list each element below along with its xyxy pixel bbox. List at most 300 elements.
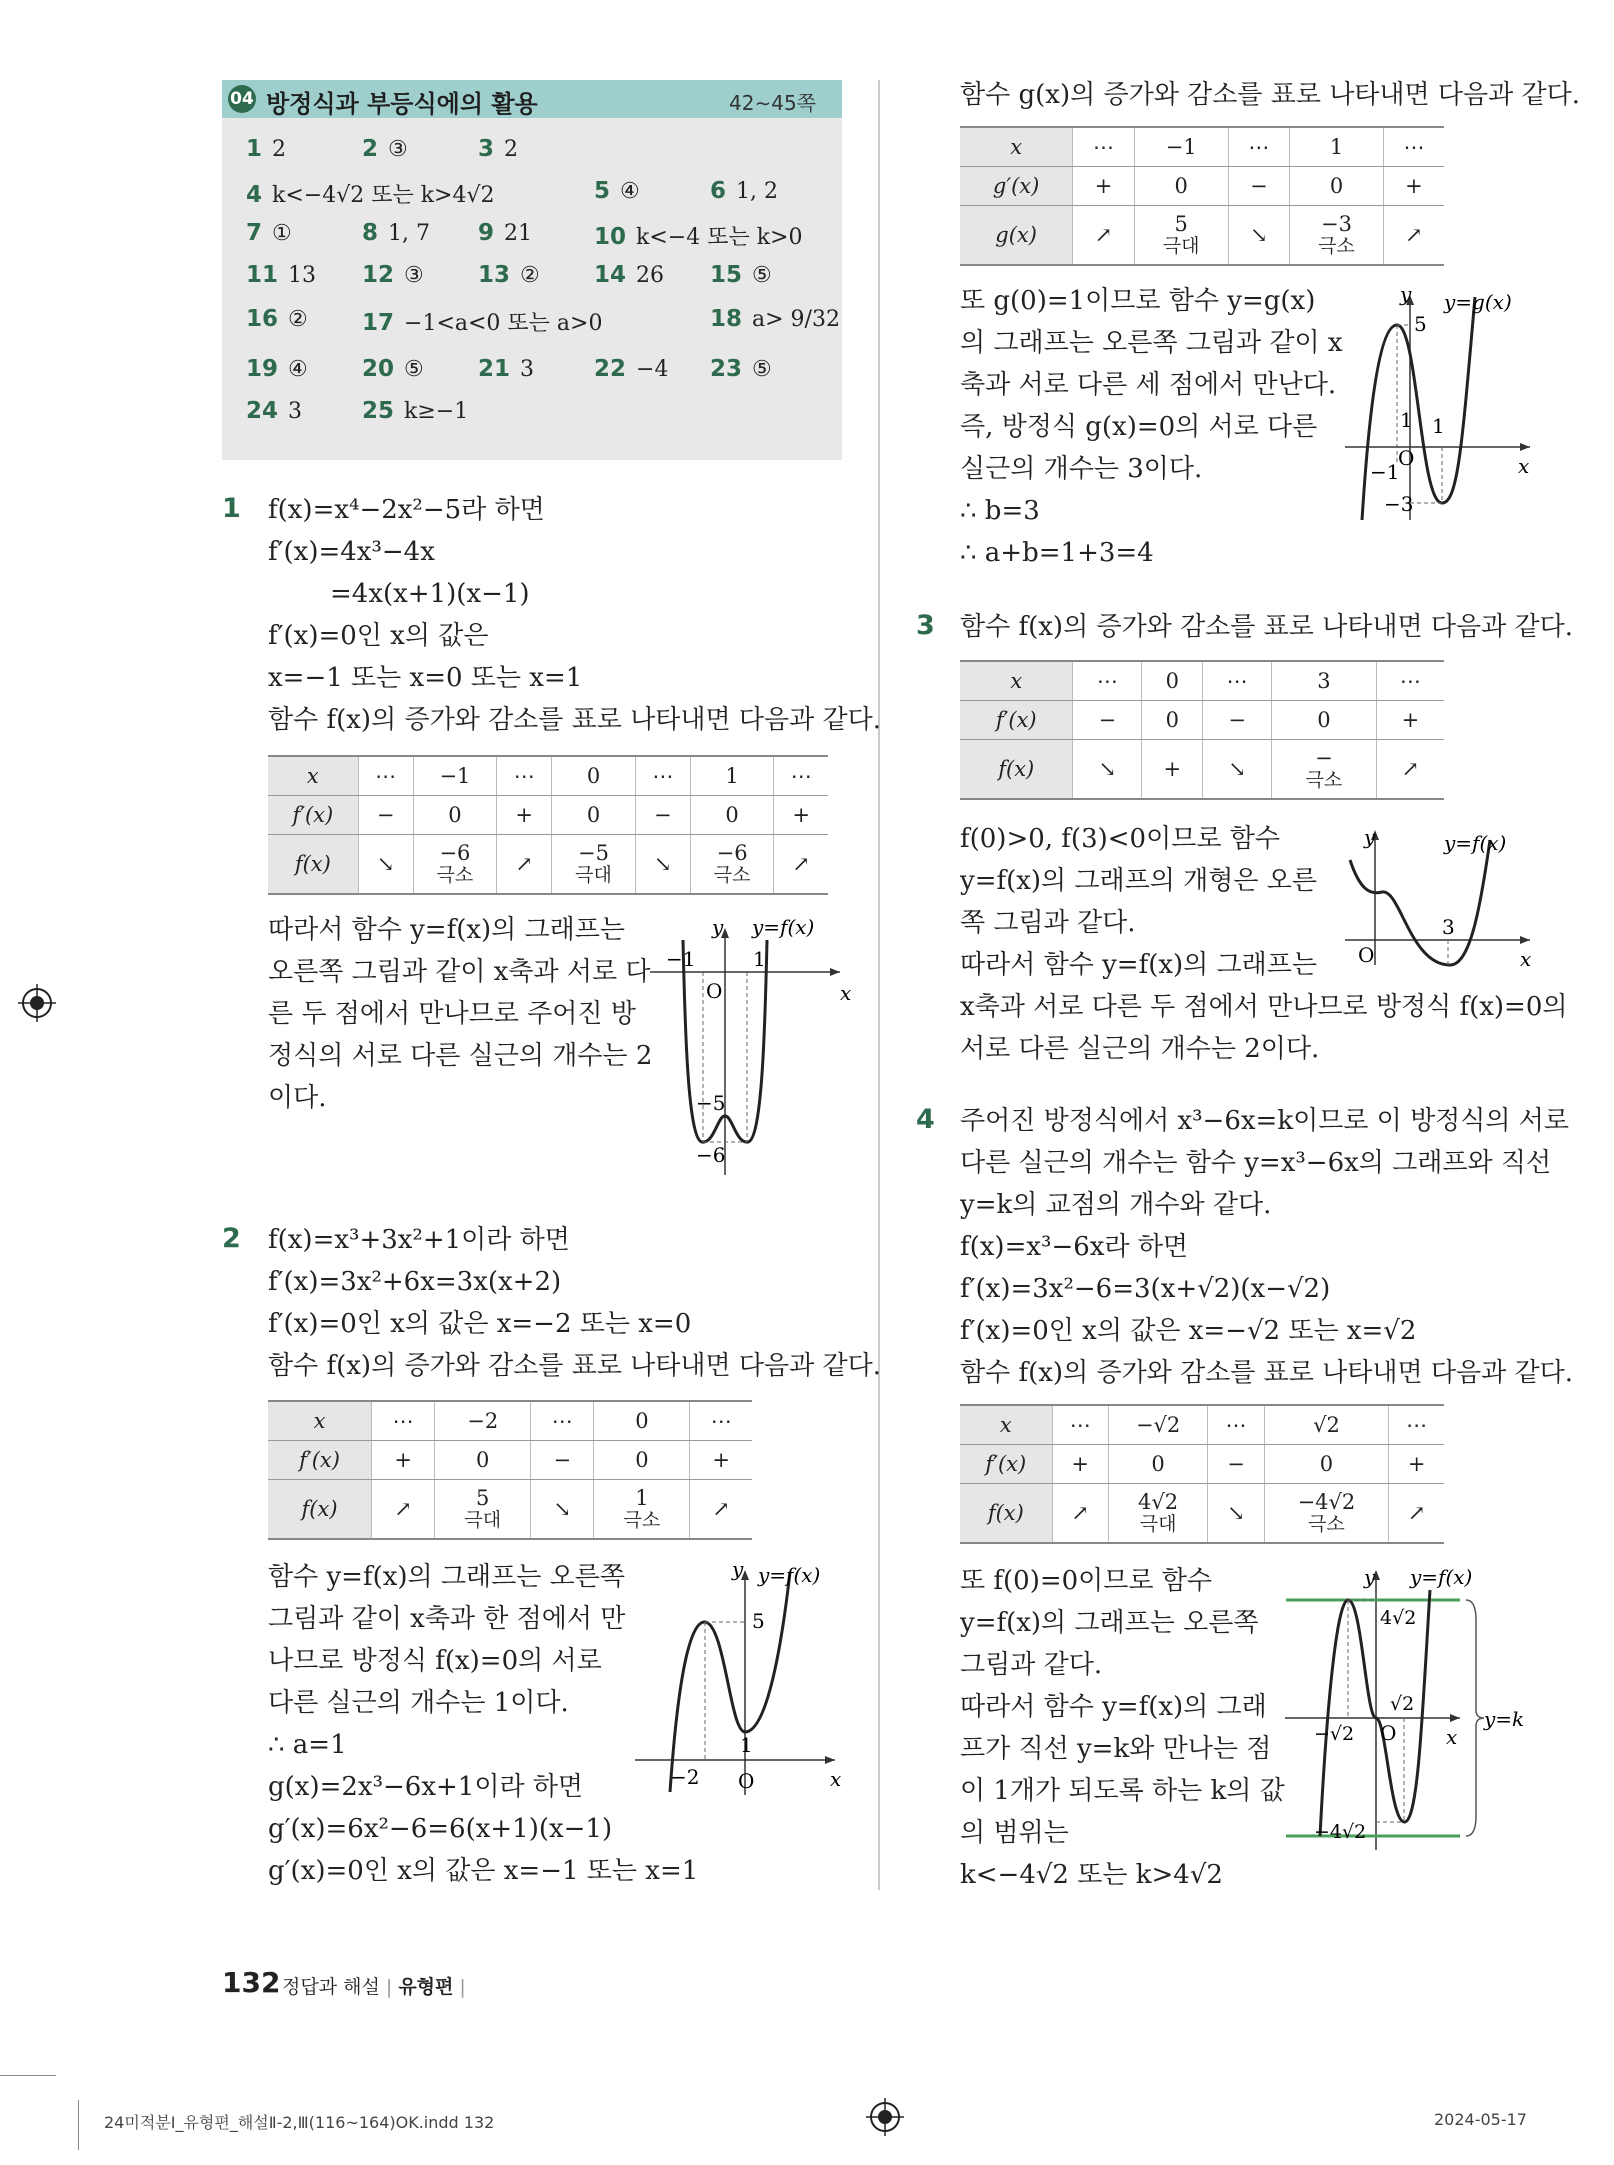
function-label: y=f(x) bbox=[1444, 831, 1507, 855]
text-line: f′(x)=3x²+6x=3x(x+2) bbox=[268, 1267, 562, 1297]
row-header: x bbox=[268, 1401, 372, 1441]
answer-item bbox=[594, 178, 640, 204]
answer-item bbox=[594, 262, 664, 288]
answer-item bbox=[594, 220, 802, 251]
table-cell: 3 bbox=[1272, 661, 1377, 701]
row-header: f′(x) bbox=[960, 701, 1073, 740]
table-cell: ⋯ bbox=[1203, 661, 1272, 701]
table-row bbox=[960, 127, 1444, 167]
answer-value: 1, 2 bbox=[736, 179, 778, 204]
graph-sol4 bbox=[1280, 1560, 1530, 1860]
table-cell: ↘ bbox=[1208, 1484, 1264, 1544]
answer-number: 19 bbox=[246, 356, 279, 382]
text-line: y=f(x)의 그래프는 오른쪽 bbox=[960, 1608, 1259, 1638]
text-line: f(x)=x⁴−2x²−5라 하면 bbox=[268, 495, 545, 525]
tick-label: −√2 bbox=[1314, 1723, 1355, 1745]
axis-y-label: y bbox=[732, 1560, 744, 1581]
table-cell: − 극소 bbox=[1272, 740, 1377, 800]
table-cell: ⋯ bbox=[1376, 661, 1444, 701]
row-header: f′(x) bbox=[960, 1445, 1052, 1484]
answer-value: k<−4√2 또는 k>4√2 bbox=[272, 183, 495, 208]
answer-number: 16 bbox=[246, 306, 279, 332]
table-cell: ⋯ bbox=[1389, 1405, 1444, 1445]
answer-item bbox=[710, 178, 778, 204]
answer-value: 1, 7 bbox=[388, 221, 430, 246]
row-header: f(x) bbox=[960, 1484, 1052, 1544]
footer-section: 유형편 bbox=[398, 1976, 454, 1998]
text-line: g′(x)=6x²−6=6(x+1)(x−1) bbox=[268, 1814, 613, 1844]
answer-value: ⑤ bbox=[404, 357, 424, 382]
text-line: 따라서 함수 y=f(x)의 그래프는 bbox=[960, 950, 1318, 980]
answer-number: 25 bbox=[362, 398, 395, 424]
answer-value: 2 bbox=[504, 137, 519, 162]
table-cell: ⋯ bbox=[1073, 127, 1135, 167]
table-cell: 0 bbox=[594, 1441, 690, 1480]
table-cell: ↗ bbox=[497, 835, 552, 895]
answer-value: k≥−1 bbox=[404, 399, 469, 424]
table-cell: 4√2 극대 bbox=[1108, 1484, 1208, 1544]
table-row bbox=[960, 206, 1444, 266]
answer-item bbox=[478, 262, 540, 288]
answer-item bbox=[246, 178, 495, 209]
graph-sol3 bbox=[1340, 820, 1540, 970]
file-info: 24미적분Ⅰ_유형편_해설Ⅱ-2,Ⅲ(116~164)OK.indd 132 bbox=[104, 2113, 495, 2132]
page-number: 132 bbox=[222, 1966, 281, 1999]
table-row bbox=[960, 661, 1444, 701]
table-cell: 0 bbox=[1264, 1445, 1389, 1484]
text-line: 함수 f(x)의 증가와 감소를 표로 나타내면 다음과 같다. bbox=[960, 612, 1574, 642]
row-header: x bbox=[268, 756, 358, 796]
table-row bbox=[268, 1441, 752, 1480]
text-line: ∴ b=3 bbox=[960, 496, 1040, 526]
table-row bbox=[960, 1484, 1444, 1544]
row-header: g(x) bbox=[960, 206, 1073, 266]
answer-value: ③ bbox=[388, 137, 408, 162]
table-cell: 0 bbox=[690, 796, 774, 835]
table-cell: ⋯ bbox=[358, 756, 413, 796]
answer-number: 4 bbox=[246, 182, 263, 208]
origin-label: O bbox=[706, 979, 723, 1003]
table-cell: 0 bbox=[413, 796, 497, 835]
tick-label: −6 bbox=[696, 1143, 726, 1167]
table-row bbox=[960, 1445, 1444, 1484]
footer-doc-label: 정답과 해설 bbox=[282, 1976, 380, 1998]
page-range: 42∼45쪽 bbox=[729, 91, 816, 115]
answer-number: 8 bbox=[362, 220, 379, 246]
row-header: x bbox=[960, 661, 1073, 701]
answer-item bbox=[246, 356, 308, 382]
table-cell: − bbox=[1228, 167, 1290, 206]
answer-number: 2 bbox=[362, 136, 379, 162]
table-row bbox=[960, 740, 1444, 800]
axis-y-label: y bbox=[1364, 825, 1376, 849]
table-cell: + bbox=[1142, 740, 1203, 800]
text-line: f′(x)=0인 x의 값은 bbox=[268, 621, 489, 651]
table-cell: 0 bbox=[1108, 1445, 1208, 1484]
answer-number: 7 bbox=[246, 220, 263, 246]
table-cell: −1 bbox=[1134, 127, 1228, 167]
text-line: y=f(x)의 그래프의 개형은 오른 bbox=[960, 866, 1318, 896]
text-line: 의 범위는 bbox=[960, 1818, 1069, 1848]
text-line: f′(x)=0인 x의 값은 x=−2 또는 x=0 bbox=[268, 1309, 692, 1339]
text-line: f(x)=x³−6x라 하면 bbox=[960, 1232, 1189, 1262]
text-line: 이 1개가 되도록 하는 k의 값 bbox=[960, 1776, 1285, 1806]
text-line: 또 g(0)=1이므로 함수 y=g(x) bbox=[960, 286, 1316, 316]
text-line: f(0)>0, f(3)<0이므로 함수 bbox=[960, 824, 1280, 854]
answer-value: −4 bbox=[636, 357, 669, 382]
table-cell: ↗ bbox=[774, 835, 828, 895]
table-row bbox=[268, 1480, 752, 1540]
table-cell: ⋯ bbox=[372, 1401, 435, 1441]
axis-x-label: x bbox=[830, 1767, 842, 1791]
text-line: 정식의 서로 다른 실근의 개수는 2 bbox=[268, 1041, 653, 1071]
row-header: f(x) bbox=[268, 1480, 372, 1540]
axis-y-label: y bbox=[1364, 1565, 1376, 1589]
tick-label: 1 bbox=[1432, 414, 1445, 438]
answer-number: 23 bbox=[710, 356, 743, 382]
answer-number: 13 bbox=[478, 262, 511, 288]
axis-x-label: x bbox=[840, 981, 852, 1005]
answer-item bbox=[710, 356, 772, 382]
section-badge: 04 bbox=[228, 85, 256, 113]
text-line: 함수 f(x)의 증가와 감소를 표로 나타내면 다음과 같다. bbox=[268, 1351, 882, 1381]
graph-cubic-g bbox=[1340, 285, 1540, 525]
text-line: 축과 서로 다른 세 점에서 만난다. bbox=[960, 370, 1337, 400]
answer-value: 2 bbox=[272, 137, 287, 162]
table-cell: + bbox=[1383, 167, 1444, 206]
answer-value: 21 bbox=[504, 221, 533, 246]
answer-value: k<−4 또는 k>0 bbox=[636, 225, 803, 250]
table-cell: −2 bbox=[435, 1401, 531, 1441]
row-header: g′(x) bbox=[960, 167, 1073, 206]
tick-label: 5 bbox=[1414, 312, 1427, 336]
text-line: 이다. bbox=[268, 1083, 327, 1113]
answer-item bbox=[362, 220, 430, 246]
table-row bbox=[960, 701, 1444, 740]
table-cell: + bbox=[372, 1441, 435, 1480]
answer-value: ① bbox=[272, 221, 292, 246]
answer-value: 13 bbox=[288, 263, 317, 288]
text-line: x축과 서로 다른 두 점에서 만나므로 방정식 f(x)=0의 bbox=[960, 992, 1568, 1022]
answer-item bbox=[594, 356, 668, 382]
answer-value: ⑤ bbox=[752, 357, 772, 382]
table-cell: ⋯ bbox=[1052, 1405, 1108, 1445]
answer-item bbox=[246, 262, 316, 288]
answer-value: ③ bbox=[404, 263, 424, 288]
text-line: y=k의 교점의 개수와 같다. bbox=[960, 1190, 1272, 1220]
text-line: 른 두 점에서 만나므로 주어진 방 bbox=[268, 999, 636, 1029]
answer-number: 17 bbox=[362, 310, 395, 336]
function-label: y=f(x) bbox=[758, 1563, 821, 1587]
table-cell: ↘ bbox=[358, 835, 413, 895]
answer-number: 9 bbox=[478, 220, 495, 246]
answer-item bbox=[478, 220, 532, 246]
answer-value: 3 bbox=[288, 399, 303, 424]
origin-label: O bbox=[1358, 943, 1375, 967]
answer-number: 21 bbox=[478, 356, 511, 382]
text-line: ∴ a=1 bbox=[268, 1730, 347, 1760]
table-cell: 5 극대 bbox=[1134, 206, 1228, 266]
text-line: 함수 f(x)의 증가와 감소를 표로 나타내면 다음과 같다. bbox=[960, 1358, 1574, 1388]
answer-item bbox=[246, 136, 286, 162]
crop-mark bbox=[78, 2100, 79, 2150]
print-date: 2024-05-17 bbox=[1434, 2110, 1527, 2129]
table-cell: 0 bbox=[552, 756, 636, 796]
variation-table bbox=[268, 1400, 752, 1540]
table-cell: 0 bbox=[1142, 701, 1203, 740]
axis-x-label: x bbox=[1518, 454, 1530, 478]
answer-value: a> 9/32 bbox=[752, 307, 840, 332]
answer-item bbox=[246, 306, 308, 332]
tick-label: −4√2 bbox=[1314, 1821, 1367, 1843]
variation-table bbox=[960, 126, 1444, 266]
origin-label: O bbox=[1398, 446, 1415, 470]
table-cell: −4√2 극소 bbox=[1264, 1484, 1389, 1544]
table-cell: −3 극소 bbox=[1290, 206, 1384, 266]
text-line: =4x(x+1)(x−1) bbox=[330, 579, 530, 609]
axis-x-label: x bbox=[1446, 1725, 1458, 1749]
answer-number: 22 bbox=[594, 356, 627, 382]
table-cell: 1 bbox=[1290, 127, 1384, 167]
text-line: 쪽 그림과 같다. bbox=[960, 908, 1136, 938]
table-cell: ⋯ bbox=[1208, 1405, 1264, 1445]
answer-value: ④ bbox=[620, 179, 640, 204]
graph-cubic-f bbox=[630, 1560, 850, 1800]
answer-number: 10 bbox=[594, 224, 627, 250]
table-cell: + bbox=[1376, 701, 1444, 740]
row-header: x bbox=[960, 127, 1073, 167]
text-line: g(x)=2x³−6x+1이라 하면 bbox=[268, 1772, 584, 1802]
row-header: f′(x) bbox=[268, 796, 358, 835]
table-cell: − bbox=[358, 796, 413, 835]
text-line: 즉, 방정식 g(x)=0의 서로 다른 bbox=[960, 412, 1318, 442]
variation-table bbox=[960, 1404, 1444, 1544]
solution-number: 2 bbox=[222, 1223, 241, 1254]
answer-item bbox=[362, 136, 408, 162]
column-divider bbox=[878, 80, 880, 1890]
text-line: 함수 y=f(x)의 그래프는 오른쪽 bbox=[268, 1562, 626, 1592]
answer-number: 12 bbox=[362, 262, 395, 288]
table-cell: ↗ bbox=[1052, 1484, 1108, 1544]
table-cell: − bbox=[1073, 701, 1142, 740]
table-cell: − bbox=[635, 796, 690, 835]
table-cell: ⋯ bbox=[774, 756, 828, 796]
table-cell: ⋯ bbox=[497, 756, 552, 796]
answer-item bbox=[478, 136, 518, 162]
table-cell: ⋯ bbox=[531, 1401, 594, 1441]
variation-table bbox=[960, 660, 1444, 800]
table-cell: + bbox=[1052, 1445, 1108, 1484]
table-cell: 1 극소 bbox=[594, 1480, 690, 1540]
text-line: k<−4√2 또는 k>4√2 bbox=[960, 1860, 1223, 1890]
graph-quartic bbox=[640, 910, 860, 1180]
text-line: 함수 f(x)의 증가와 감소를 표로 나타내면 다음과 같다. bbox=[268, 705, 882, 735]
tick-label: 1 bbox=[1400, 408, 1413, 432]
text-line: f′(x)=0인 x의 값은 x=−√2 또는 x=√2 bbox=[960, 1316, 1417, 1346]
table-row bbox=[268, 796, 828, 835]
table-cell: 0 bbox=[1142, 661, 1203, 701]
answer-item bbox=[710, 306, 840, 332]
table-cell: 0 bbox=[1134, 167, 1228, 206]
text-line: 따라서 함수 y=f(x)의 그래 bbox=[960, 1692, 1267, 1722]
table-cell: ↗ bbox=[1389, 1484, 1444, 1544]
answer-item bbox=[362, 398, 468, 424]
table-cell: ↗ bbox=[690, 1480, 752, 1540]
table-cell: − bbox=[531, 1441, 594, 1480]
axis-x-label: x bbox=[1520, 947, 1532, 970]
crop-mark bbox=[0, 2075, 56, 2076]
table-cell: −6 극소 bbox=[413, 835, 497, 895]
text-line: 나므로 방정식 f(x)=0의 서로 bbox=[268, 1646, 602, 1676]
answer-item bbox=[710, 262, 772, 288]
table-cell: ↘ bbox=[1228, 206, 1290, 266]
tick-label: −1 bbox=[666, 947, 696, 971]
text-line: g′(x)=0인 x의 값은 x=−1 또는 x=1 bbox=[268, 1856, 699, 1886]
table-row bbox=[268, 1401, 752, 1441]
table-cell: 0 bbox=[552, 796, 636, 835]
answer-number: 24 bbox=[246, 398, 279, 424]
table-cell: 0 bbox=[1272, 701, 1377, 740]
origin-label: O bbox=[1380, 1721, 1397, 1745]
text-line: 오른쪽 그림과 같이 x축과 서로 다 bbox=[268, 957, 651, 987]
answer-value: ② bbox=[520, 263, 540, 288]
text-line: 그림과 같다. bbox=[960, 1650, 1103, 1680]
answer-value: 3 bbox=[520, 357, 535, 382]
answer-value: −1<a<0 또는 a>0 bbox=[404, 311, 603, 336]
answer-number: 18 bbox=[710, 306, 743, 332]
row-header: x bbox=[960, 1405, 1052, 1445]
tick-label: −1 bbox=[1370, 460, 1400, 484]
answer-item bbox=[246, 398, 302, 424]
table-cell: − bbox=[1203, 701, 1272, 740]
text-line: 다른 실근의 개수는 1이다. bbox=[268, 1688, 569, 1718]
answer-number: 6 bbox=[710, 178, 727, 204]
axis-y-label: y bbox=[1400, 285, 1412, 306]
tick-label: 3 bbox=[1442, 915, 1455, 939]
table-cell: ↘ bbox=[1203, 740, 1272, 800]
table-cell: 0 bbox=[1290, 167, 1384, 206]
answer-value: ② bbox=[288, 307, 308, 332]
table-cell: − bbox=[1208, 1445, 1264, 1484]
row-header: f′(x) bbox=[268, 1441, 372, 1480]
table-cell: + bbox=[497, 796, 552, 835]
row-header: f(x) bbox=[960, 740, 1073, 800]
table-row bbox=[268, 756, 828, 796]
table-cell: ↗ bbox=[1073, 206, 1135, 266]
table-cell: ⋯ bbox=[635, 756, 690, 796]
text-line: f′(x)=3x²−6=3(x+√2)(x−√2) bbox=[960, 1274, 1331, 1304]
text-line: 주어진 방정식에서 x³−6x=k이므로 이 방정식의 서로 bbox=[960, 1106, 1570, 1136]
function-label: y=f(x) bbox=[1410, 1565, 1473, 1589]
answer-number: 3 bbox=[478, 136, 495, 162]
table-row bbox=[960, 1405, 1444, 1445]
table-cell: ↘ bbox=[1073, 740, 1142, 800]
text-line: 따라서 함수 y=f(x)의 그래프는 bbox=[268, 915, 626, 945]
answer-item bbox=[362, 306, 602, 337]
table-cell: 1 bbox=[690, 756, 774, 796]
tick-label: −2 bbox=[670, 1765, 700, 1789]
axis-y-label: y bbox=[712, 915, 724, 939]
registration-mark-icon bbox=[18, 984, 56, 1022]
text-line: f(x)=x³+3x²+1이라 하면 bbox=[268, 1225, 570, 1255]
table-cell: −1 bbox=[413, 756, 497, 796]
table-cell: 0 bbox=[435, 1441, 531, 1480]
table-cell: 5 극대 bbox=[435, 1480, 531, 1540]
tick-label: √2 bbox=[1390, 1693, 1415, 1715]
function-label: y=g(x) bbox=[1444, 290, 1512, 314]
tick-label: 1 bbox=[740, 1733, 753, 1757]
tick-label: 4√2 bbox=[1380, 1607, 1417, 1629]
table-cell: ↘ bbox=[635, 835, 690, 895]
answer-summary-box bbox=[222, 80, 842, 460]
answer-number: 1 bbox=[246, 136, 263, 162]
tick-label: −5 bbox=[696, 1091, 726, 1115]
text-line: 그림과 같이 x축과 한 점에서 만 bbox=[268, 1604, 626, 1634]
variation-table bbox=[268, 755, 828, 895]
tick-label: 5 bbox=[752, 1609, 765, 1633]
answer-number: 14 bbox=[594, 262, 627, 288]
tick-label: 1 bbox=[753, 947, 766, 971]
solution-number: 3 bbox=[916, 610, 935, 641]
text-line: x=−1 또는 x=0 또는 x=1 bbox=[268, 663, 583, 693]
origin-label: O bbox=[738, 1769, 755, 1793]
table-cell: + bbox=[690, 1441, 752, 1480]
text-line: 프가 직선 y=k와 만나는 점 bbox=[960, 1734, 1272, 1764]
table-cell: −5 극대 bbox=[552, 835, 636, 895]
text-line: ∴ a+b=1+3=4 bbox=[960, 538, 1154, 568]
table-cell: ↗ bbox=[372, 1480, 435, 1540]
footer-label: 정답과 해설 | 유형편 | bbox=[282, 1976, 466, 1998]
table-row bbox=[960, 167, 1444, 206]
answer-number: 5 bbox=[594, 178, 611, 204]
text-line: 다른 실근의 개수는 함수 y=x³−6x의 그래프와 직선 bbox=[960, 1148, 1552, 1178]
function-label: y=f(x) bbox=[752, 915, 815, 939]
solution-number: 4 bbox=[916, 1104, 935, 1135]
text-line: 함수 g(x)의 증가와 감소를 표로 나타내면 다음과 같다. bbox=[960, 80, 1581, 110]
table-cell: ↗ bbox=[1383, 206, 1444, 266]
answer-number: 11 bbox=[246, 262, 279, 288]
table-cell: ↘ bbox=[531, 1480, 594, 1540]
answer-value: 26 bbox=[636, 263, 665, 288]
row-header: f(x) bbox=[268, 835, 358, 895]
table-cell: √2 bbox=[1264, 1405, 1389, 1445]
table-cell: ↗ bbox=[1376, 740, 1444, 800]
table-cell: ⋯ bbox=[1228, 127, 1290, 167]
tick-label: −3 bbox=[1384, 492, 1414, 516]
text-line: 서로 다른 실근의 개수는 2이다. bbox=[960, 1034, 1320, 1064]
answer-number: 20 bbox=[362, 356, 395, 382]
answer-value: ④ bbox=[288, 357, 308, 382]
table-cell: 0 bbox=[594, 1401, 690, 1441]
table-cell: ⋯ bbox=[690, 1401, 752, 1441]
answer-value: ⑤ bbox=[752, 263, 772, 288]
solution-number: 1 bbox=[222, 493, 241, 524]
text-line: f′(x)=4x³−4x bbox=[268, 537, 435, 567]
text-line: 실근의 개수는 3이다. bbox=[960, 454, 1203, 484]
table-cell: + bbox=[774, 796, 828, 835]
registration-mark-icon bbox=[866, 2098, 904, 2136]
table-cell: + bbox=[1389, 1445, 1444, 1484]
table-cell: + bbox=[1073, 167, 1135, 206]
table-cell: ⋯ bbox=[1383, 127, 1444, 167]
text-line: 의 그래프는 오른쪽 그림과 같이 x bbox=[960, 328, 1343, 358]
section-title: 방정식과 부등식에의 활용 bbox=[266, 90, 538, 118]
answer-item bbox=[362, 356, 424, 382]
answer-item bbox=[246, 220, 292, 246]
answer-item bbox=[478, 356, 534, 382]
text-line: 또 f(0)=0이므로 함수 bbox=[960, 1566, 1213, 1596]
table-row bbox=[268, 835, 828, 895]
